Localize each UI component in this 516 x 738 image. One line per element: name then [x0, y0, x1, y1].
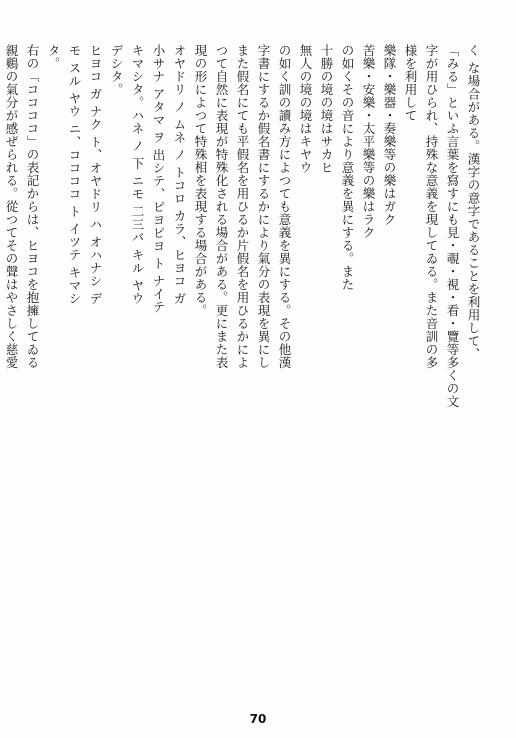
text-line: 親鷄の氣分が感ぜられる。從つてその聲はやさしく慈愛 [4, 44, 19, 369]
text-line: の如く訓の讀み方によつても意義を異にする。その他漢 [277, 44, 292, 369]
text-line [0, 44, 1, 696]
text-line: オヤドリ ノ ムネ ノ トコロ カラ、ヒヨコ ガ [172, 44, 187, 305]
text-line: 苦樂・安樂・太平樂等の樂はラク [361, 44, 376, 239]
text-line: 小サナ アタマ ヲ 出シテ、ピヨピヨ ト ナイテ [151, 44, 166, 314]
text-line: モ スル ヤウ ニ、ココココ ト イツテ キマシ [67, 44, 82, 305]
text-line: 樂隊・樂器・奏樂等の樂はガク [382, 44, 397, 226]
vertical-text-body [4, 44, 484, 696]
page-number: 70 [249, 712, 267, 726]
text-line: ヒヨコ ガ ナク ト、オヤドリ ハ オハナシ デ [88, 44, 103, 305]
text-line: 字が用ひられ、持殊な意義を現してゐる。また音訓の多 [424, 44, 439, 369]
text-line: の如くその音により意義を異にする。また [340, 44, 355, 291]
text-line: キマシタ。ハネ ノ 下 ニモ 二三バ キル ヤウ [130, 44, 145, 305]
text-line: 「みる」といふ言葉を寫すにも見・覗・視・看・覽等多くの文 [445, 44, 460, 408]
text-line: 右の「ココココ」の表記からは、ヒヨコを抱擁してゐる [25, 44, 40, 369]
text-line: 字書にするか假名書にするかにより氣分の表現を異にし [256, 44, 271, 369]
text-line: タ。 [46, 44, 61, 70]
text-line: 現の形によつて特殊相を表現する場合がある。 [193, 44, 208, 317]
text-line: つて自然に表現が特殊化される場合がある。更にまた表 [214, 44, 229, 369]
text-line: 十勝の境の境はサカヒ [319, 44, 334, 174]
text-line: 無人の境の境はキヤウ [298, 44, 313, 174]
text-line: また假名にても平假名を用ひるか片假名を用ひるかによ [235, 44, 250, 369]
text-line: く な場合がある。漢字の意字であることを利用して、 [466, 44, 481, 361]
text-line: デシタ。 [109, 44, 124, 96]
text-line: 様を利用して [403, 44, 418, 122]
